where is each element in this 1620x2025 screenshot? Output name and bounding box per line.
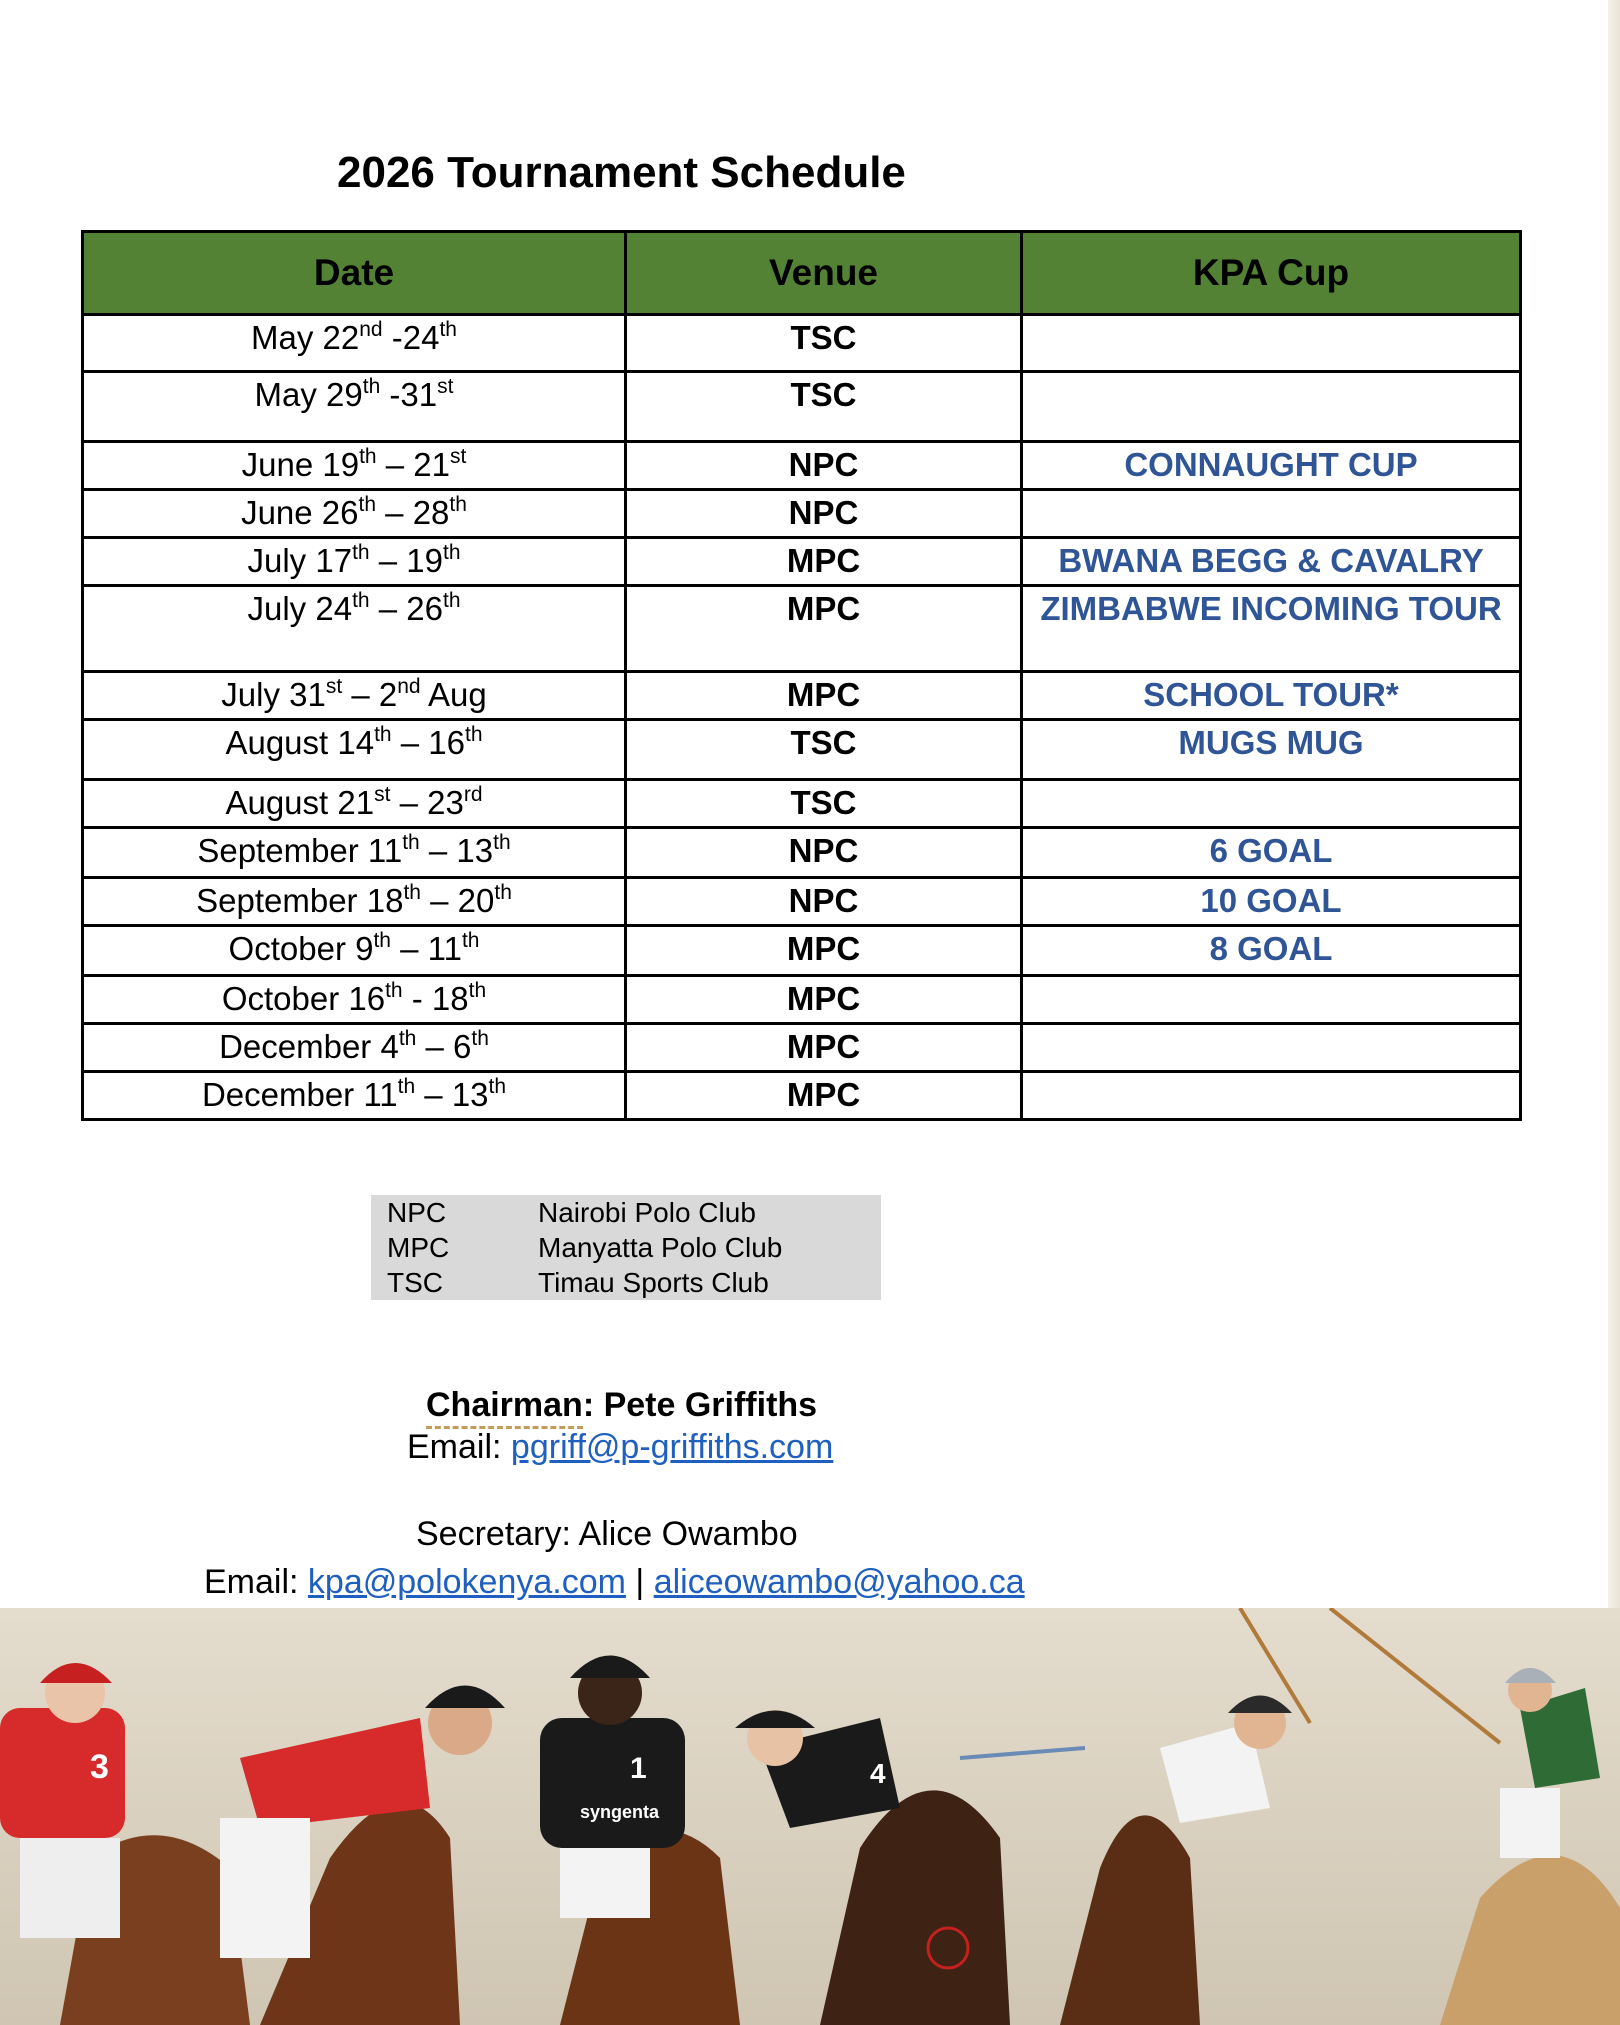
venue-cell: TSC (626, 780, 1022, 828)
page-title: 2026 Tournament Schedule (337, 148, 906, 197)
table-row (83, 490, 1521, 538)
date-ordinal-suffix: rd (463, 783, 483, 806)
venue-cell: TSC (626, 315, 1022, 372)
date-text: May 22 (251, 319, 360, 356)
venue-cell: MPC (626, 976, 1022, 1024)
legend-name: Manyatta Polo Club (538, 1232, 783, 1263)
date-ordinal-suffix: th (352, 541, 370, 564)
venue-cell: NPC (626, 442, 1022, 490)
venue-cell: MPC (626, 672, 1022, 720)
date-ordinal-suffix: th (398, 1027, 417, 1050)
secretary-email-link-1[interactable]: kpa@polokenya.com (307, 1563, 626, 1601)
legend-name: Nairobi Polo Club (538, 1197, 756, 1228)
date-text: October 9 (228, 930, 374, 967)
kpa-cup-cell: SCHOOL TOUR* (1022, 672, 1521, 720)
date-ordinal-suffix: st (437, 375, 454, 398)
date-cell (83, 315, 626, 372)
chairman-email-label: Email: (407, 1428, 511, 1466)
schedule-table (81, 230, 1522, 1121)
date-ordinal-suffix: th (358, 493, 377, 516)
date-ordinal-suffix: th (468, 979, 487, 1002)
kpa-cup-cell (1022, 1024, 1521, 1072)
date-text: - 18 (402, 980, 469, 1017)
date-ordinal-suffix: th (465, 723, 483, 746)
date-text: -24 (382, 319, 440, 356)
legend-row (387, 1195, 756, 1230)
date-ordinal-suffix: th (461, 929, 480, 952)
table-row (83, 586, 1521, 672)
date-ordinal-suffix: st (450, 445, 467, 468)
venue-cell: TSC (626, 720, 1022, 780)
date-text: – 19 (369, 542, 443, 579)
kpa-cup-cell: 10 GOAL (1022, 878, 1521, 926)
date-cell (83, 490, 626, 538)
page-edge-texture (1608, 0, 1620, 1608)
date-ordinal-suffix: th (374, 723, 392, 746)
venue-cell: MPC (626, 926, 1022, 976)
date-ordinal-suffix: th (439, 318, 457, 341)
date-ordinal-suffix: th (403, 881, 421, 904)
date-ordinal-suffix: th (488, 1075, 507, 1098)
date-ordinal-suffix: th (494, 881, 512, 904)
date-text: Aug (420, 676, 487, 713)
date-text: -31 (380, 376, 438, 413)
date-text: September 18 (196, 882, 404, 919)
table-row (83, 780, 1521, 828)
kpa-cup-cell: 6 GOAL (1022, 828, 1521, 878)
venue-cell: TSC (626, 372, 1022, 442)
legend-abbr: MPC (387, 1232, 450, 1263)
chairman-role: Chairman (426, 1386, 583, 1429)
date-cell (83, 1024, 626, 1072)
date-text: June 19 (241, 446, 360, 483)
date-ordinal-suffix: th (397, 1075, 416, 1098)
date-ordinal-suffix: th (385, 979, 403, 1002)
date-cell (83, 926, 626, 976)
secretary-email-label: Email: (204, 1563, 308, 1601)
table-row (83, 372, 1521, 442)
polo-players-illustration (0, 1608, 1620, 2025)
date-text: August 14 (225, 724, 375, 761)
table-row (83, 1072, 1521, 1120)
table-row (83, 926, 1521, 976)
date-text: May 29 (254, 376, 363, 413)
secretary-email-link-2[interactable]: aliceowambo@yahoo.ca (653, 1563, 1025, 1601)
date-text: – 13 (415, 1076, 489, 1113)
date-text: – 28 (376, 494, 450, 531)
chairman-name: : Pete Griffiths (582, 1386, 818, 1424)
date-cell (83, 1072, 626, 1120)
svg-text:4: 4 (870, 1758, 886, 1789)
table-row (83, 720, 1521, 780)
table-row (83, 878, 1521, 926)
date-cell (83, 586, 626, 672)
venue-legend (371, 1195, 881, 1300)
venue-cell: MPC (626, 538, 1022, 586)
chairman-email-line (407, 1428, 833, 1467)
venue-cell: NPC (626, 490, 1022, 538)
table-row (83, 1024, 1521, 1072)
email-separator: | (625, 1563, 654, 1601)
date-ordinal-suffix: th (359, 445, 377, 468)
date-ordinal-suffix: th (449, 493, 467, 516)
date-ordinal-suffix: th (493, 831, 511, 854)
header-kpa-cup: KPA Cup (1022, 232, 1521, 315)
kpa-cup-cell: BWANA BEGG & CAVALRY (1022, 538, 1521, 586)
date-cell (83, 780, 626, 828)
date-text: July 24 (247, 590, 353, 627)
date-cell (83, 372, 626, 442)
table-row (83, 538, 1521, 586)
venue-cell: MPC (626, 1024, 1022, 1072)
legend-row (387, 1230, 782, 1265)
legend-row (387, 1265, 769, 1300)
date-text: October 16 (221, 980, 386, 1017)
kpa-cup-cell (1022, 1072, 1521, 1120)
date-ordinal-suffix: th (442, 589, 461, 612)
svg-text:3: 3 (90, 1748, 109, 1786)
date-cell (83, 538, 626, 586)
legend-abbr: TSC (387, 1267, 443, 1298)
table-row (83, 828, 1521, 878)
date-cell (83, 672, 626, 720)
date-text: – 2 (342, 676, 398, 713)
date-text: – 6 (416, 1028, 472, 1065)
table-header-row (83, 232, 1521, 315)
secretary-email-line (204, 1563, 1025, 1602)
date-text: – 26 (369, 590, 443, 627)
table-row (83, 442, 1521, 490)
date-text: September 11 (197, 832, 403, 869)
date-ordinal-suffix: th (362, 375, 381, 398)
kpa-cup-cell (1022, 780, 1521, 828)
table-row (83, 672, 1521, 720)
date-text: – 21 (376, 446, 450, 483)
svg-text:syngenta: syngenta (580, 1802, 660, 1822)
date-cell (83, 976, 626, 1024)
date-text: – 16 (391, 724, 466, 761)
date-text: June 26 (241, 494, 359, 531)
header-venue: Venue (626, 232, 1022, 315)
date-text: – 23 (390, 784, 464, 821)
date-cell (83, 878, 626, 926)
venue-cell: NPC (626, 828, 1022, 878)
date-text: December 4 (219, 1028, 399, 1065)
chairman-line (426, 1386, 817, 1425)
venue-cell: MPC (626, 1072, 1022, 1120)
table-row (83, 315, 1521, 372)
table-row (83, 976, 1521, 1024)
legend-name: Timau Sports Club (538, 1267, 769, 1298)
date-ordinal-suffix: th (373, 929, 391, 952)
date-ordinal-suffix: th (352, 589, 370, 612)
date-ordinal-suffix: nd (397, 675, 421, 698)
date-cell (83, 720, 626, 780)
legend-abbr: NPC (387, 1197, 447, 1228)
date-ordinal-suffix: th (402, 831, 420, 854)
date-text: – 13 (419, 832, 494, 869)
kpa-cup-cell (1022, 490, 1521, 538)
date-cell (83, 442, 626, 490)
kpa-cup-cell (1022, 315, 1521, 372)
header-date: Date (83, 232, 626, 315)
kpa-cup-cell (1022, 372, 1521, 442)
date-text: July 31 (221, 676, 326, 713)
date-ordinal-suffix: th (442, 541, 461, 564)
kpa-cup-cell (1022, 976, 1521, 1024)
venue-cell: NPC (626, 878, 1022, 926)
date-ordinal-suffix: th (471, 1027, 489, 1050)
date-text: December 11 (201, 1076, 398, 1113)
kpa-cup-cell: 8 GOAL (1022, 926, 1521, 976)
date-text: – 11 (390, 930, 462, 967)
kpa-cup-cell: CONNAUGHT CUP (1022, 442, 1521, 490)
date-cell (83, 828, 626, 878)
svg-text:1: 1 (630, 1752, 647, 1785)
venue-cell: MPC (626, 586, 1022, 672)
kpa-cup-cell: MUGS MUG (1022, 720, 1521, 780)
polo-players-photo (0, 1608, 1620, 2025)
secretary-line: Secretary: Alice Owambo (416, 1515, 798, 1553)
date-text: July 17 (247, 542, 353, 579)
date-text: August 21 (225, 784, 375, 821)
date-ordinal-suffix: st (374, 783, 391, 806)
kpa-cup-cell: ZIMBABWE INCOMING TOUR (1022, 586, 1521, 672)
chairman-email-link[interactable]: pgriff@p-griffiths.com (510, 1428, 834, 1466)
date-text: – 20 (420, 882, 495, 919)
date-ordinal-suffix: nd (359, 318, 383, 341)
date-ordinal-suffix: st (325, 675, 343, 698)
